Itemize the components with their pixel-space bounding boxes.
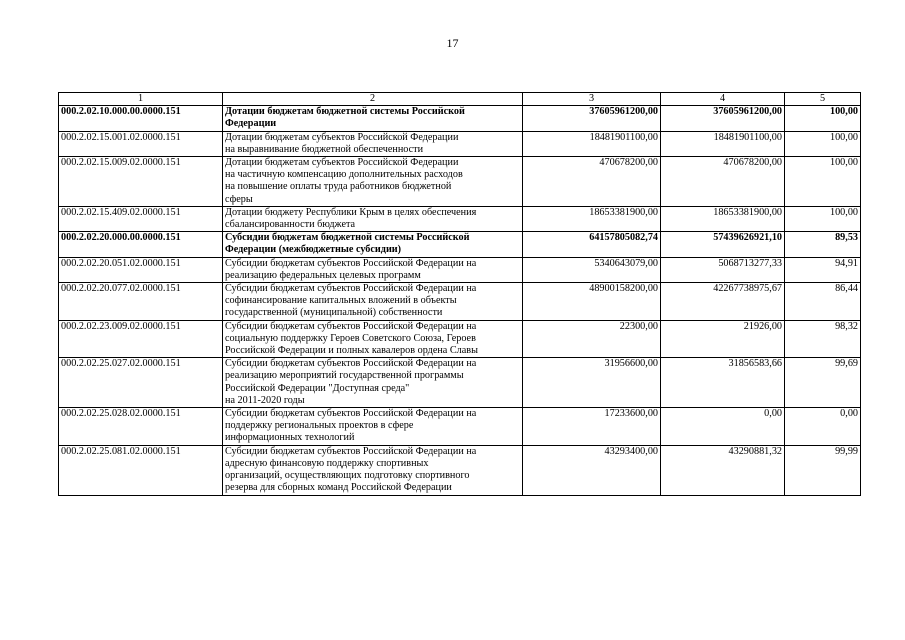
description-line: Дотации бюджету Республики Крым в целях обеспечения	[225, 206, 477, 218]
description-line: реализацию федеральных целевых программ	[225, 269, 421, 281]
description-line: резерва для сборных команд Российской Федерации	[225, 482, 452, 494]
planned-amount-cell: 37605961200,00	[523, 106, 661, 131]
description-cell	[223, 358, 523, 408]
description-line: Субсидии бюджетам субъектов Российской Федерации на	[225, 257, 477, 269]
budget-code-cell: 000.2.02.20.077.02.0000.151	[59, 283, 223, 321]
planned-amount-cell: 470678200,00	[523, 157, 661, 207]
table-row	[59, 232, 861, 257]
budget-code-cell: 000.2.02.25.027.02.0000.151	[59, 358, 223, 408]
description-line: организаций, осуществляющих подготовку спортивного	[225, 470, 470, 482]
description-cell	[223, 445, 523, 495]
actual-amount-cell: 21926,00	[661, 320, 785, 358]
description-line: Российской Федерации и полных кавалеров ордена Славы	[225, 345, 478, 357]
budget-code-cell: 000.2.02.23.009.02.0000.151	[59, 320, 223, 358]
percent-cell: 99,69	[785, 358, 861, 408]
planned-amount-cell: 18653381900,00	[523, 206, 661, 231]
column-header-3: 3	[523, 93, 661, 106]
budget-code-cell: 000.2.02.25.081.02.0000.151	[59, 445, 223, 495]
table-row	[59, 106, 861, 131]
table-row	[59, 157, 861, 207]
description-cell	[223, 206, 523, 231]
planned-amount-cell: 5340643079,00	[523, 257, 661, 282]
percent-cell: 98,32	[785, 320, 861, 358]
description-line: сбалансированности бюджета	[225, 219, 356, 231]
description-line: на частичную компенсацию дополнительных расходов	[225, 169, 463, 181]
budget-code-cell: 000.2.02.15.001.02.0000.151	[59, 131, 223, 156]
budget-code-cell: 000.2.02.20.051.02.0000.151	[59, 257, 223, 282]
budget-code-cell: 000.2.02.20.000.00.0000.151	[59, 232, 223, 257]
percent-cell: 86,44	[785, 283, 861, 321]
table-row	[59, 257, 861, 282]
description-cell	[223, 408, 523, 446]
planned-amount-cell: 64157805082,74	[523, 232, 661, 257]
planned-amount-cell: 17233600,00	[523, 408, 661, 446]
description-line: сферы	[225, 193, 253, 205]
percent-cell: 89,53	[785, 232, 861, 257]
table-row	[59, 206, 861, 231]
actual-amount-cell: 57439626921,10	[661, 232, 785, 257]
percent-cell: 100,00	[785, 206, 861, 231]
description-line: Субсидии бюджетам субъектов Российской Федерации на	[225, 358, 477, 370]
description-line: Субсидии бюджетам субъектов Российской Федерации на	[225, 445, 477, 457]
description-cell	[223, 106, 523, 131]
description-line: социальную поддержку Героев Советского Союза, Героев	[225, 332, 476, 344]
actual-amount-cell: 18653381900,00	[661, 206, 785, 231]
percent-cell: 94,91	[785, 257, 861, 282]
planned-amount-cell: 18481901100,00	[523, 131, 661, 156]
table-header-row	[59, 93, 861, 106]
column-header-4: 4	[661, 93, 785, 106]
budget-code-cell: 000.2.02.25.028.02.0000.151	[59, 408, 223, 446]
description-line: реализацию мероприятий государственной программы	[225, 370, 464, 382]
description-line: Дотации бюджетам субъектов Российской Федерации	[225, 131, 459, 143]
description-line: Федерации	[225, 118, 277, 130]
actual-amount-cell: 470678200,00	[661, 157, 785, 207]
budget-code-cell: 000.2.02.10.000.00.0000.151	[59, 106, 223, 131]
column-header-2: 2	[223, 93, 523, 106]
description-line: Субсидии бюджетам субъектов Российской Федерации на	[225, 320, 477, 332]
planned-amount-cell: 31956600,00	[523, 358, 661, 408]
description-cell	[223, 257, 523, 282]
description-line: на повышение оплаты труда работников бюджетной	[225, 181, 452, 193]
actual-amount-cell: 5068713277,33	[661, 257, 785, 282]
planned-amount-cell: 22300,00	[523, 320, 661, 358]
budget-code-cell: 000.2.02.15.009.02.0000.151	[59, 157, 223, 207]
planned-amount-cell: 43293400,00	[523, 445, 661, 495]
budget-code-cell: 000.2.02.15.409.02.0000.151	[59, 206, 223, 231]
description-line: Федерации (межбюджетные субсидии)	[225, 244, 402, 256]
description-line: Субсидии бюджетам субъектов Российской Федерации на	[225, 283, 477, 295]
percent-cell: 99,99	[785, 445, 861, 495]
description-line: Дотации бюджетам бюджетной системы Российской	[225, 106, 465, 118]
table-row	[59, 408, 861, 446]
budget-table	[58, 92, 861, 496]
actual-amount-cell: 18481901100,00	[661, 131, 785, 156]
description-line: Дотации бюджетам субъектов Российской Федерации	[225, 157, 459, 169]
page-number: 17	[446, 36, 459, 50]
column-header-1: 1	[59, 93, 223, 106]
description-line: поддержку региональных проектов в сфере	[225, 420, 414, 432]
description-line: Субсидии бюджетам бюджетной системы Российской	[225, 232, 470, 244]
description-cell	[223, 232, 523, 257]
actual-amount-cell: 0,00	[661, 408, 785, 446]
table-row	[59, 283, 861, 321]
actual-amount-cell: 43290881,32	[661, 445, 785, 495]
description-line: на 2011-2020 годы	[225, 394, 305, 406]
percent-cell: 100,00	[785, 106, 861, 131]
description-line: Российской Федерации "Доступная среда"	[225, 382, 410, 394]
planned-amount-cell: 48900158200,00	[523, 283, 661, 321]
column-header-5: 5	[785, 93, 861, 106]
actual-amount-cell: 31856583,66	[661, 358, 785, 408]
description-line: Субсидии бюджетам субъектов Российской Федерации на	[225, 408, 477, 420]
description-line: информационных технологий	[225, 432, 355, 444]
percent-cell: 100,00	[785, 157, 861, 207]
table-row	[59, 131, 861, 156]
description-cell	[223, 157, 523, 207]
description-cell	[223, 283, 523, 321]
percent-cell: 100,00	[785, 131, 861, 156]
actual-amount-cell: 37605961200,00	[661, 106, 785, 131]
table-row	[59, 358, 861, 408]
percent-cell: 0,00	[785, 408, 861, 446]
description-line: государственной (муниципальной) собственности	[225, 307, 443, 319]
description-cell	[223, 320, 523, 358]
description-line: софинансирование капитальных вложений в объекты	[225, 295, 457, 307]
description-line: адресную финансовую поддержку спортивных	[225, 457, 429, 469]
description-cell	[223, 131, 523, 156]
table-row	[59, 320, 861, 358]
description-line: на выравнивание бюджетной обеспеченности	[225, 143, 424, 155]
table-row	[59, 445, 861, 495]
table-body	[59, 106, 861, 495]
actual-amount-cell: 42267738975,67	[661, 283, 785, 321]
